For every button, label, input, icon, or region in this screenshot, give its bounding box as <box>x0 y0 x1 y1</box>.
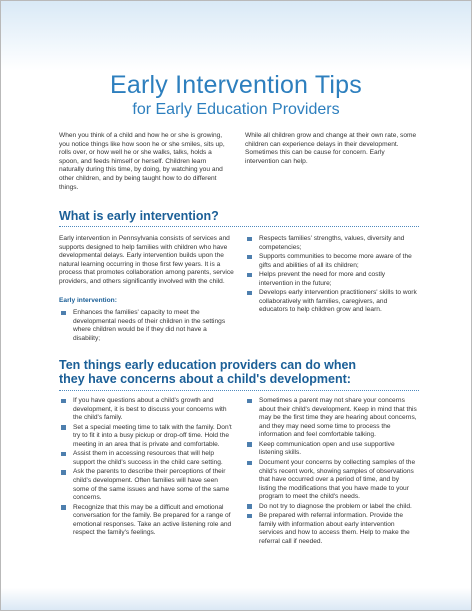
square-bullet-icon <box>247 461 252 466</box>
list-item <box>245 397 417 440</box>
heading-line-1: Ten things early education providers can do when <box>59 358 357 372</box>
list-item <box>59 450 234 467</box>
list-item-text: Assist them in accessing resources that will help support the child's success in the child care setting. <box>73 450 223 466</box>
list-item <box>245 441 417 458</box>
list-item-text: Ask the parents to describe their perceptions of their child's development. Often families will have seen some of the same issues and have some of the same concerns. <box>73 468 230 502</box>
section-heading-ten-things <box>59 358 439 386</box>
list-item <box>59 504 234 538</box>
list-item <box>59 424 234 450</box>
list-item-text: Keep communication open and use supportive listening skills. <box>259 440 395 457</box>
list-item-text: Document your concerns by collecting samples of the child's recent work, showing samples of observations that have occurred over a period of time, and by listing the modifications that you have made to your program to meet the child's needs. <box>259 458 416 501</box>
ei-label: Early intervention: <box>59 297 117 304</box>
section-divider <box>59 226 419 227</box>
square-bullet-icon <box>61 505 66 510</box>
ei-body-paragraph: Early intervention in Pennsylvania consists of services and supports designed to help families with children who have developmental delays. Early intervention builds upon the natural learning occurring in those first few years. It is a process that promotes collaboration among parents, service providers, and others significantly involved with the child. <box>59 235 234 285</box>
square-bullet-icon <box>247 504 252 509</box>
list-item-text: If you have questions about a child's growth and development, it is best to discuss your concerns with the child's family. <box>73 397 227 422</box>
square-bullet-icon <box>247 273 252 278</box>
list-item-text: Respects families' strengths, values, diversity and competencies; <box>259 235 405 251</box>
square-bullet-icon <box>247 442 252 447</box>
intro-right-paragraph: While all children grow and change at their own rate, some children can experience delays in their development. Sometimes this can be cause for concern. Early intervention can help. <box>245 132 417 165</box>
intro-left-paragraph: When you think of a child and how he or she is growing, you notice things like how soon he or she smiles, sits up, rolls over, or how well he or she walks, talks, holds a spoon, and feeds himself or herself. Children learn naturally during this time, by doing, by watching you and other children, and by being taught how to do different things. <box>59 132 225 191</box>
section-divider <box>59 390 419 391</box>
list-item-text: Set a special meeting time to talk with the family. Don't try to fit it into a busy pickup or drop-off time. Hold the meeting in an area that is private and comfortable. <box>73 423 232 448</box>
list-item <box>245 512 417 546</box>
ei-right-bullet-list <box>245 235 417 316</box>
square-bullet-icon <box>247 255 252 260</box>
list-item <box>59 309 234 343</box>
list-item <box>245 235 417 252</box>
square-bullet-icon <box>61 470 66 475</box>
header-band <box>1 1 471 71</box>
list-item-text: Develops early intervention practitioners' skills to work collaboratively with families, caregivers, and educators to help children grow and learn. <box>259 289 417 314</box>
square-bullet-icon <box>61 311 66 316</box>
square-bullet-icon <box>247 514 252 519</box>
tips-right-bullet-list <box>245 397 417 548</box>
tips-left-bullet-list <box>59 397 234 539</box>
square-bullet-icon <box>247 291 252 296</box>
page-title: Early Intervention Tips <box>110 71 362 99</box>
page-subtitle: for Early Education Providers <box>132 101 340 118</box>
list-item <box>59 397 234 423</box>
list-item <box>245 289 417 315</box>
list-item-text: Enhances the families' capacity to meet the developmental needs of their children in the settings where children would be if they did not have a disability; <box>73 309 226 342</box>
list-item-text: Sometimes a parent may not share your concerns about their child's development. Keep in mind that this may be the first time they are hearing about concerns, and they may need some time to process the information and feel comfortable talking. <box>259 397 417 439</box>
list-item-text: Be prepared with referral information. Provide the family with information about early intervention services and how to access them. Help to make the referral call if needed. <box>259 512 410 546</box>
square-bullet-icon <box>247 399 252 404</box>
list-item <box>245 459 417 502</box>
list-item <box>245 271 417 288</box>
square-bullet-icon <box>61 452 66 457</box>
list-item <box>245 253 417 270</box>
footer-band <box>1 588 471 610</box>
list-item <box>245 503 417 512</box>
list-item-text: Supports communities to become more aware of the gifts and abilities of all its children; <box>259 253 412 269</box>
list-item-text: Recognize that this may be a difficult and emotional conversation for the family. Be prepared for a range of emotional responses. Take an active listening role and respect the family's feelings. <box>73 503 232 537</box>
square-bullet-icon <box>247 237 252 242</box>
square-bullet-icon <box>61 399 66 404</box>
list-item-text: Helps prevent the need for more and costly intervention in the future; <box>259 271 386 287</box>
section-heading-what-is-ei: What is early intervention? <box>59 209 219 223</box>
ei-left-bullet-list <box>59 309 234 344</box>
list-item <box>59 468 234 502</box>
heading-line-2: they have concerns about a child's development: <box>59 372 351 386</box>
list-item-text: Do not try to diagnose the problem or label the child. <box>259 502 412 510</box>
square-bullet-icon <box>61 425 66 430</box>
